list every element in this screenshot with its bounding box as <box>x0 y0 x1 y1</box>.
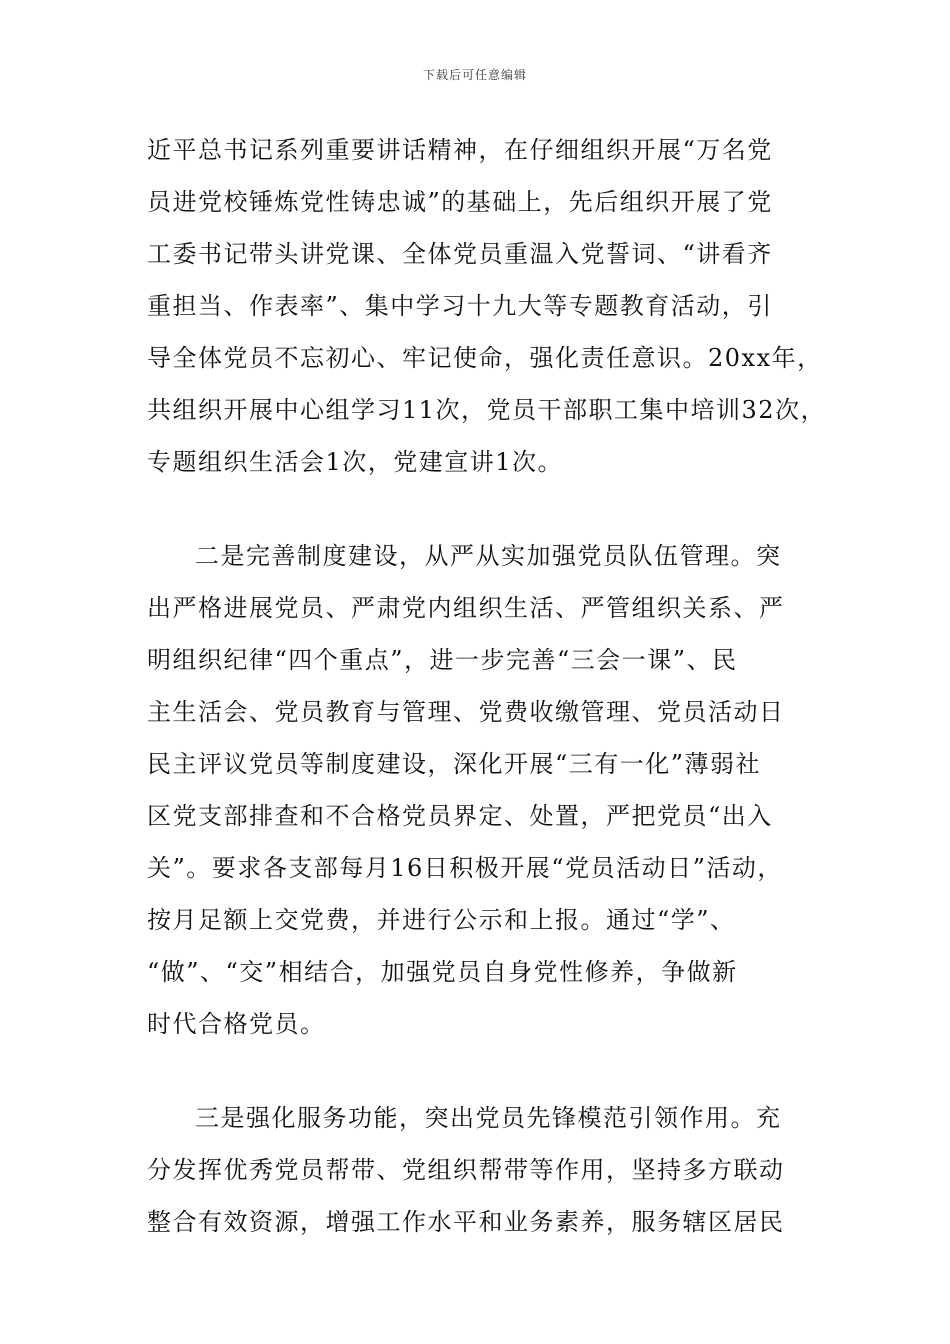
text-line: “做”、“交”相结合，加强党员自身党性修养，争做新 <box>147 958 738 986</box>
text-line: 二是完善制度建设，从严从实加强党员队伍管理。突 <box>195 542 782 570</box>
text-line: 时代合格党员。 <box>147 1010 326 1038</box>
paragraph-1 <box>147 124 827 488</box>
text-line: 重担当、作表率”、集中学习十九大等专题教育活动，引 <box>147 292 773 320</box>
text-line: 三是强化服务功能，突出党员先锋模范引领作用。充 <box>195 1104 782 1132</box>
text-line: 出严格进展党员、严肃党内组织生活、严管组织关系、严 <box>147 594 785 622</box>
text-line: 区党支部排查和不合格党员界定、处置，严把党员“出入 <box>147 802 773 830</box>
text-line: 员进党校锤炼党性铸忠诚”的基础上，先后组织开展了党 <box>147 188 773 216</box>
paragraph-gap <box>147 488 809 530</box>
text-line: 导全体党员不忘初心、牢记使命，强化责任意识。20xx年， <box>147 344 823 372</box>
document-body <box>147 124 827 1248</box>
paragraph-2 <box>147 530 809 1050</box>
text-line: 近平总书记系列重要讲话精神，在仔细组织开展“万名党 <box>147 136 773 164</box>
text-line: 共组织开展中心组学习11次，党员干部职工集中培训32次， <box>147 396 827 424</box>
text-line: 专题组织生活会1次，党建宣讲1次。 <box>147 448 564 476</box>
paragraph-3 <box>147 1092 809 1248</box>
text-line: 工委书记带头讲党课、全体党员重温入党誓词、“讲看齐 <box>147 240 773 268</box>
paragraph-gap <box>147 1050 809 1092</box>
text-line: 整合有效资源，增强工作水平和业务素养，服务辖区居民 <box>147 1208 785 1236</box>
text-line: 明组织纪律“四个重点”，进一步完善“三会一课”、民 <box>147 646 738 674</box>
text-line: 主生活会、党员教育与管理、党费收缴管理、党员活动日 <box>147 698 785 726</box>
text-line: 按月足额上交党费，并进行公示和上报。通过“学”、 <box>147 906 736 934</box>
text-line: 分发挥优秀党员帮带、党组织帮带等作用，坚持多方联动 <box>147 1156 785 1184</box>
text-line: 关”。要求各支部每月16日积极开展“党员活动日”活动， <box>147 854 783 882</box>
text-line: 民主评议党员等制度建设，深化开展“三有一化”薄弱社 <box>147 750 762 778</box>
page-header: 下载后可任意编辑 <box>422 68 527 82</box>
